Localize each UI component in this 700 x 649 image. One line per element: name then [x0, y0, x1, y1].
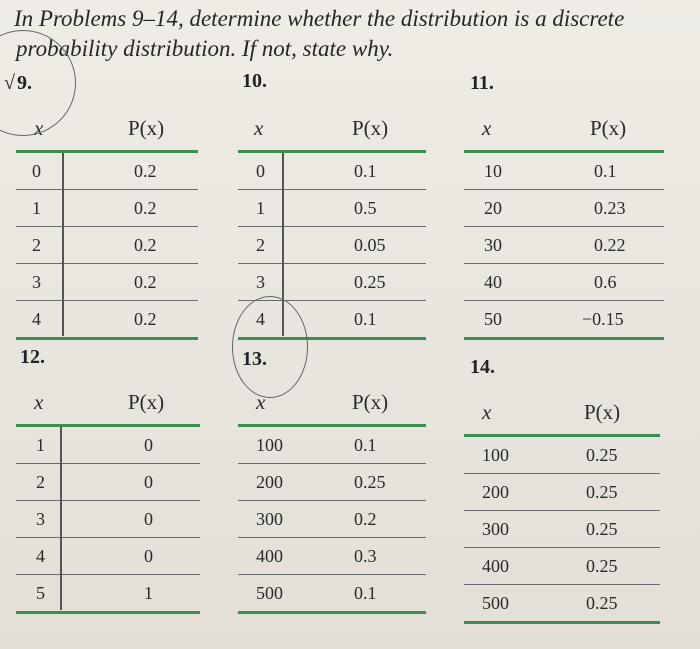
problem-10-table: [238, 108, 426, 340]
table-row: 2 0: [16, 464, 200, 501]
column-divider: [60, 427, 62, 610]
table-row: 1 0.2: [16, 190, 198, 227]
p-header: P(x): [128, 116, 165, 140]
table-row: 50 −0.15: [464, 301, 664, 340]
p-header: P(x): [590, 116, 627, 140]
table-row: 5 1: [16, 575, 200, 614]
table-row: 4 0: [16, 538, 200, 575]
table-row: 300 0.2: [238, 501, 426, 538]
column-divider: [282, 153, 284, 336]
table-row: 3 0.2: [16, 264, 198, 301]
table-row: 400 0.3: [238, 538, 426, 575]
problem-10-number: 10.: [242, 70, 267, 92]
p-header: P(x): [584, 400, 621, 424]
table-row: 400 0.25: [464, 548, 660, 585]
x-header: x: [482, 400, 492, 424]
problem-11-table: [464, 108, 664, 340]
x-header: x: [34, 390, 44, 414]
table-row: 0 0.2: [16, 153, 198, 190]
p-header: P(x): [352, 390, 389, 414]
table-row: 1 0: [16, 427, 200, 464]
problem-11-number: 11.: [470, 72, 494, 94]
check-mark-icon: √: [4, 72, 15, 94]
table-row: 100 0.1: [238, 427, 426, 464]
table-row: 30 0.22: [464, 227, 664, 264]
x-header: x: [254, 116, 264, 140]
x-header: x: [34, 116, 44, 140]
table-header: [16, 382, 200, 424]
p-header: P(x): [128, 390, 165, 414]
table-row: 20 0.23: [464, 190, 664, 227]
problem-9-number: √ 9.: [4, 72, 32, 94]
table-header: [238, 108, 426, 150]
table-row: 4 0.2: [16, 301, 198, 340]
problem-13-table: [238, 382, 426, 614]
instructions-line-2: probability distribution. If not, state why.: [16, 36, 394, 61]
table-row: 3 0.25: [238, 264, 426, 301]
table-row: 10 0.1: [464, 153, 664, 190]
table-row: 0 0.1: [238, 153, 426, 190]
table-row: 200 0.25: [238, 464, 426, 501]
x-header: x: [256, 390, 266, 414]
table-row: 4 0.1: [238, 301, 426, 340]
problem-14-table: [464, 392, 660, 624]
table-header: [464, 392, 660, 434]
table-row: 40 0.6: [464, 264, 664, 301]
problem-14-number: 14.: [470, 356, 495, 378]
table-header: [16, 108, 198, 150]
column-divider: [62, 153, 64, 336]
table-row: 300 0.25: [464, 511, 660, 548]
problem-12-table: [16, 382, 200, 614]
problem-9-table: [16, 108, 198, 340]
table-header: [238, 382, 426, 424]
table-row: 200 0.25: [464, 474, 660, 511]
table-row: 2 0.05: [238, 227, 426, 264]
table-row: 100 0.25: [464, 437, 660, 474]
table-row: 3 0: [16, 501, 200, 538]
table-row: 500 0.25: [464, 585, 660, 624]
table-row: 1 0.5: [238, 190, 426, 227]
table-row: 500 0.1: [238, 575, 426, 614]
table-row: 2 0.2: [16, 227, 198, 264]
instructions: [14, 4, 694, 64]
p-header: P(x): [352, 116, 389, 140]
x-header: x: [482, 116, 492, 140]
instructions-line-1: In Problems 9–14, determine whether the distribution is a discrete: [14, 6, 625, 31]
problem-12-number: 12.: [20, 346, 45, 368]
problem-13-number: 13.: [242, 348, 267, 370]
table-header: [464, 108, 664, 150]
